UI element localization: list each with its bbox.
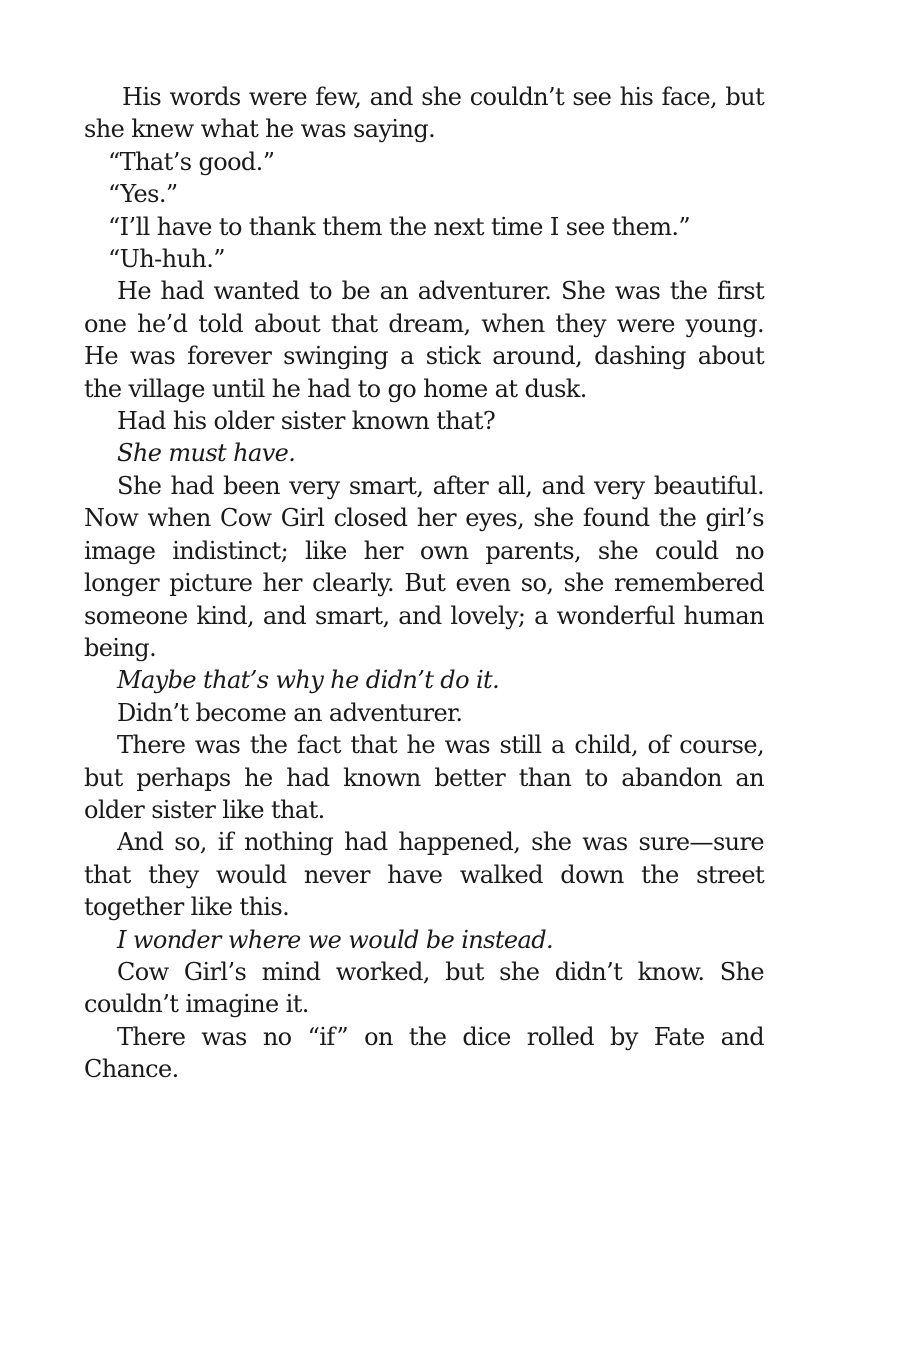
page-body	[84, 81, 764, 1086]
paragraph: She must have.	[117, 439, 296, 468]
paragraph: There was no “if” on the dice rolled by Fate and Chance.	[84, 1022, 764, 1084]
paragraph: His words were few, and she couldn’t see his face, but she knew what he was saying.	[84, 83, 764, 144]
paragraph: And so, if nothing had happened, she was sure—sure that they would never have walked down the street together like this.	[84, 828, 764, 922]
paragraph: Didn’t become an adventurer.	[117, 698, 463, 727]
paragraph: Maybe that’s why he didn’t do it.	[117, 666, 500, 695]
paragraph: There was the fact that he was still a child, of course, but perhaps he had known better than to abandon an older sister like that.	[84, 731, 764, 824]
paragraph: Had his older sister known that?	[117, 407, 496, 436]
paragraph: “Yes.”	[108, 180, 178, 209]
paragraph: He had wanted to be an adventurer. She was the first one he’d told about that dream, when they were young. He was forever swinging a stick around, dashing about the village until he had to go home at dusk.	[84, 277, 764, 403]
paragraph: I wonder where we would be instead.	[117, 925, 554, 954]
paragraph: She had been very smart, after all, and very beautiful. Now when Cow Girl closed her eyes, she found the girl’s image indistinct; like her own parents, she could no longer picture her clearly. But even so, she remembered someone kind, and smart, and lovely; a wonderful human being.	[84, 471, 764, 662]
paragraph: Cow Girl’s mind worked, but she didn’t know. She couldn’t imagine it.	[84, 957, 764, 1019]
paragraph: “I’ll have to thank them the next time I see them.”	[108, 212, 691, 241]
paragraph: “That’s good.”	[108, 147, 275, 176]
paragraph: “Uh-huh.”	[108, 245, 225, 274]
